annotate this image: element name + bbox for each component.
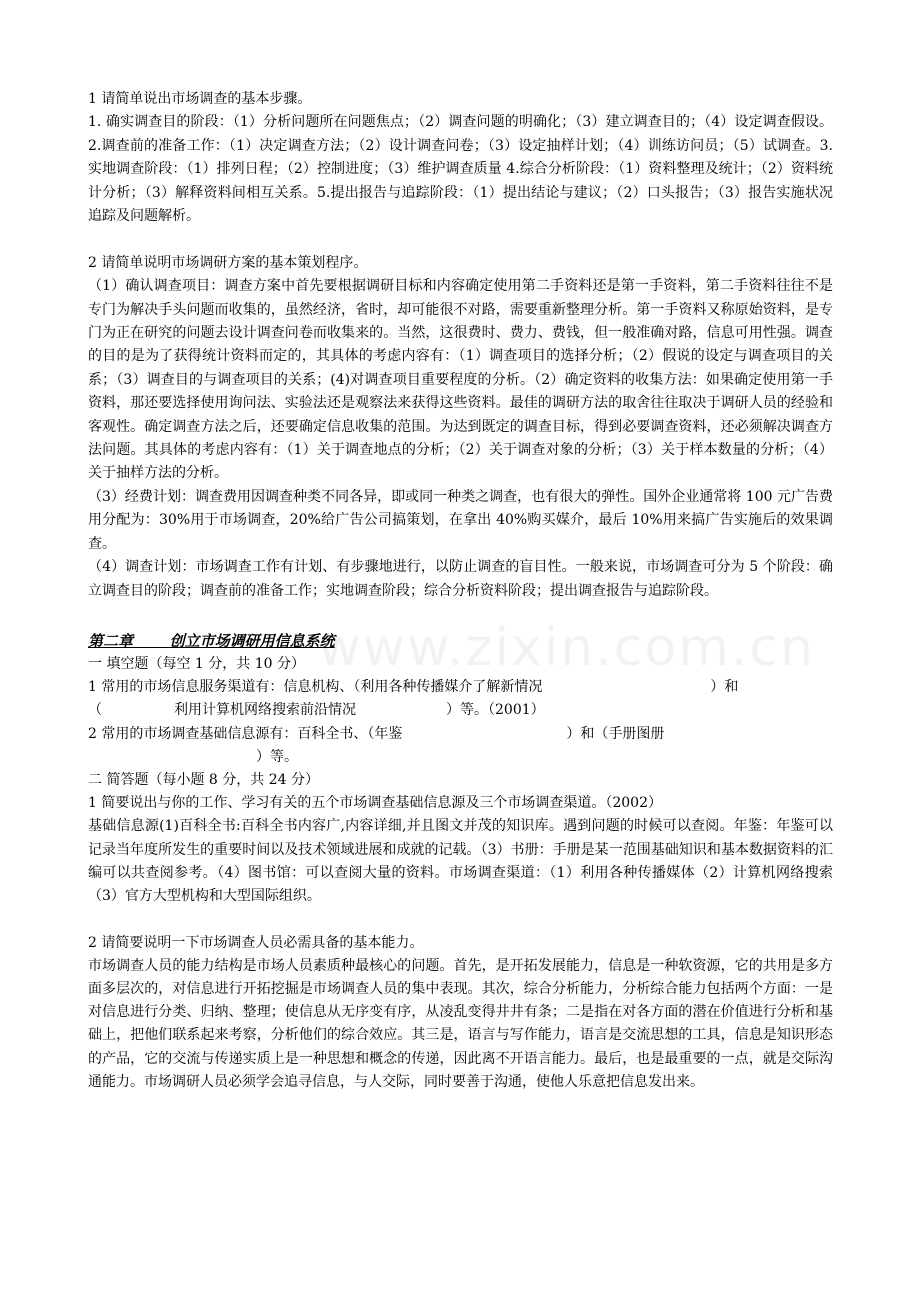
document-page bbox=[88, 88, 833, 1094]
fill-blank-item-2: 2 常用的市场调查基础信息源有：百科全书、（年鉴 ）和（手册图册 bbox=[88, 725, 665, 742]
q1-title: 1 请简单说出市场调查的基本步骤。 bbox=[88, 91, 312, 107]
q1-answer: 1. 确实调查目的阶段：（1）分析问题所在问题焦点；（2）调查问题的明确化；（3）建立调查目的；（4）设定调查假设。2.调查前的准备工作：（1）决定调查方法；（2）设计调查问卷；（3）设定抽样计划；（4）训练访问员；（5）试调查。3.实地调查阶段：（1）排列日程；（2）控制进度；（3）维护调查质量 4.综合分析阶段：（1）资料整理及统计；（2）资料统计分析；（3）解释资料间相互关系。5.提出报告与追踪阶段：（1）提出结论与建议；（2）口头报告；（3）报告实施状况追踪及问题解析。 bbox=[88, 114, 833, 225]
short-answer-heading: 二 简答题（每小题 8 分，共 24 分） bbox=[88, 771, 319, 788]
chapter-heading bbox=[88, 630, 833, 653]
short-answer-q1-answer: 基础信息源(1)百科全书:百科全书内容广,内容详细,并且图文并茂的知识库。遇到问题的时候可以查阅。年鉴：年鉴可以记录当年度所发生的重要时间以及技术领域进展和成就的记载。（3）书册：手册是某一范围基础知识和基本数据资料的汇编可以共查阅参考。（4）图书馆：可以查阅大量的资料。市场调查渠道：（1）利用各种传播媒体（2）计算机网络搜索（3）官方大型机构和大型国际组织。 bbox=[88, 818, 833, 904]
q2-paragraph-2: （3）经费计划：调查费用因调查种类不同各异，即或同一种类之调查，也有很大的弹性。国外企业通常将 100 元广告费用分配为：30%用于市场调查，20%给广告公司搞策划，在拿出 40%购买媒介，最后 10%用来搞广告实施后的效果调查。 bbox=[88, 488, 833, 552]
q2-paragraph-1: （1）确认调查项目：调查方案中首先要根据调研目标和内容确定使用第二手资料还是第一手资料，第二手资料往往不是专门为解决手头问题而收集的，虽然经济，省时，却可能很不对路，需要重新整理分析。第一手资料又称原始资料，是专门为正在研究的问题去设计调查问卷而收集来的。当然，这很费时、费力、费钱，但一般准确对路，信息可用性强。调查的目的是为了获得统计资料而定的，其具体的考虑内容有：（1）调查项目的选择分析；（2）假说的设定与调查项目的关系；（3）调查目的与调查项目的关系；(4)对调查项目重要程度的分析。（2）确定资料的收集方法：如果确定使用第一手资料，那还要选择使用询问法、实验法还是观察法来获得这些资料。最佳的调研方法的取舍往往取决于调研人员的经验和客观性。确定调查方法之后，还要确定信息收集的范围。为达到既定的调查目标，得到必要调查资料，还必须解决调查方法问题。其具体的考虑内容有：（1）关于调查地点的分析；（2）关于调查对象的分析；（3）关于样本数量的分析；（4）关于抽样方法的分析。 bbox=[88, 278, 833, 482]
chapter-title: 创立市场调研用信息系统 bbox=[169, 631, 335, 650]
fill-blank-item-1: 1 常用的市场信息服务渠道有：信息机构、（利用各种传播媒介了解新情况 ）和 bbox=[88, 679, 739, 696]
fill-blank-heading: 一 填空题（每空 1 分，共 10 分） bbox=[88, 655, 305, 672]
short-answer-q2-title: 2 请简要说明一下市场调查人员必需具备的基本能力。 bbox=[88, 934, 424, 951]
q2-title: 2 请简单说明市场调研方案的基本策划程序。 bbox=[88, 254, 368, 271]
short-answer-q2-answer: 市场调查人员的能力结构是市场人员素质种最核心的问题。首先，是开拓发展能力，信息是一种软资源，它的共用是多方面多层次的，对信息进行开拓挖掘是市场调查人员的集中表现。其次，综合分析能力，分析综合能力包括两个方面：一是对信息进行分类、归纳、整理；使信息从无序变有序，从凌乱变得井井有条；二是指在对各方面的潜在价值进行分析和基础上，把他们联系起来考察，分析他们的综合效应。其三是，语言与写作能力，语言是交流思想的工具，信息是知识形态的产品，它的交流与传递实质上是一种思想和概念的传递，因此离不开语言能力。最后，也是最重要的一点，就是交际沟通能力。市场调研人员必须学会追寻信息，与人交际，同时要善于沟通，使他人乐意把信息发出来。 bbox=[88, 957, 833, 1090]
short-answer-q1-title: 1 简要说出与你的工作、学习有关的五个市场调查基础信息源及三个市场调查渠道。（2002） bbox=[88, 795, 662, 812]
q2-paragraph-3: （4）调查计划：市场调查工作有计划、有步骤地进行，以防止调查的盲目性。一般来说，市场调查可分为 5 个阶段：确立调查目的阶段；调查前的准备工作；实地调查阶段；综合分析资料阶段；提出调查报告与追踪阶段。 bbox=[88, 559, 833, 599]
watermark: www.zixin.com.cn bbox=[318, 618, 815, 678]
short-answer-section bbox=[88, 769, 833, 1094]
fill-blank-item-2-cont: ）等。 bbox=[256, 748, 298, 765]
chapter-number: 第二章 bbox=[88, 631, 134, 650]
fill-blank-section bbox=[88, 653, 833, 769]
fill-blank-item-1-cont: （ 利用计算机网络搜索前沿情况 ）等。（2001） bbox=[88, 702, 545, 719]
